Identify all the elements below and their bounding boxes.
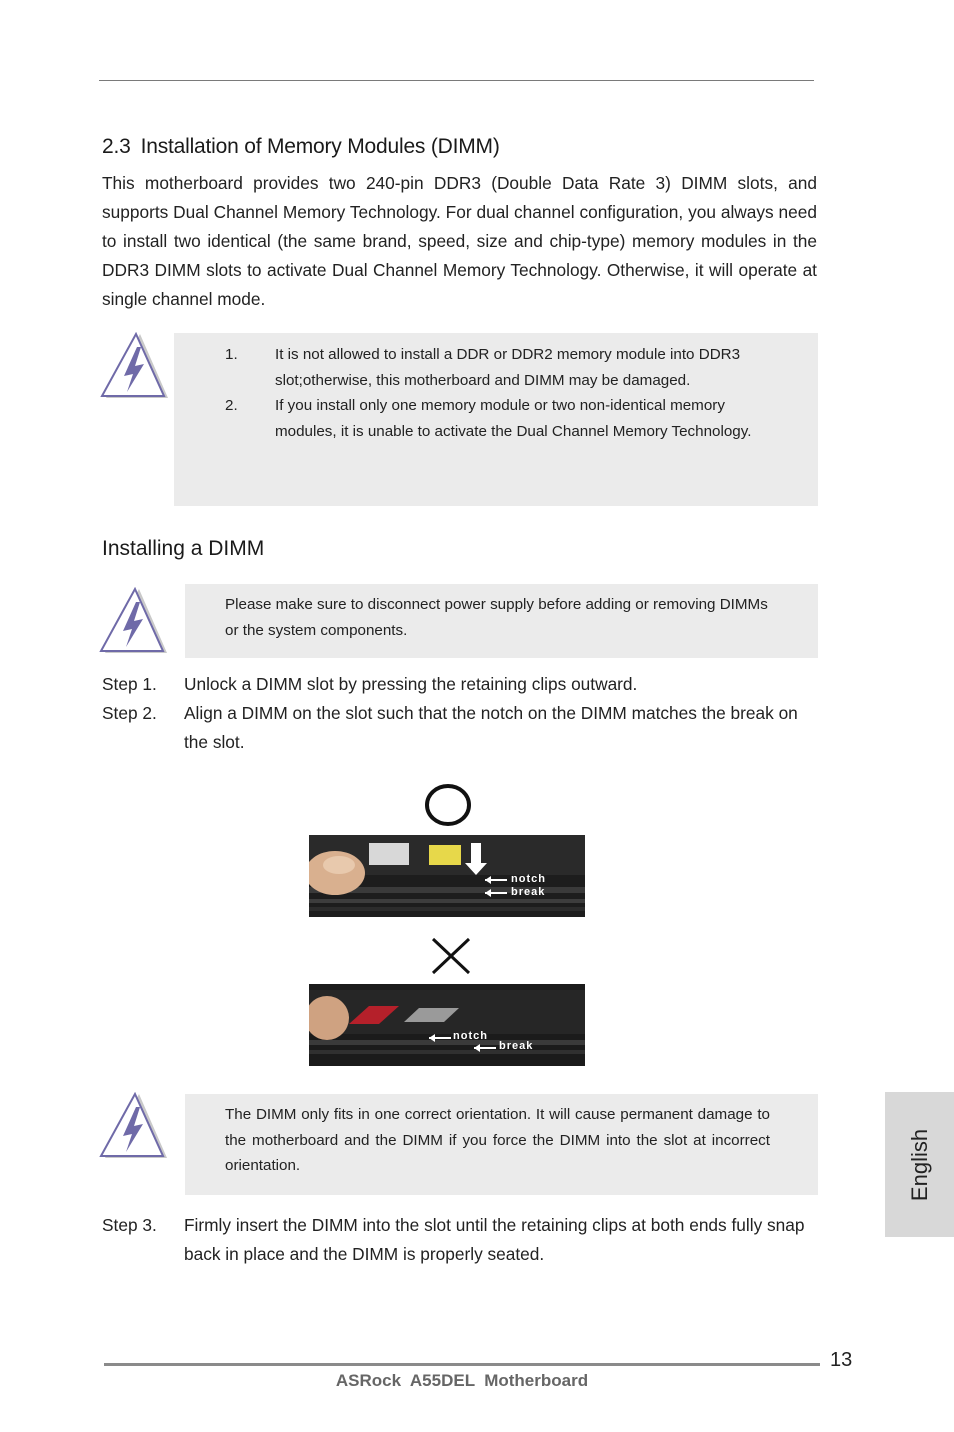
notch-label: notch — [453, 1030, 488, 1042]
step-1 — [102, 670, 817, 699]
power-note-text: Please make sure to disconnect power supply before adding or removing DIMMs or the system components. — [225, 596, 768, 639]
step-text: Unlock a DIMM slot by pressing the retaining clips outward. — [184, 674, 638, 694]
bottom-rule — [104, 1363, 820, 1366]
orientation-note-text: The DIMM only fits in one correct orientation. It will cause permanent damage to the motherboard and the DIMM if you force the DIMM into the slot at incorrect orientation. — [225, 1106, 770, 1174]
intro-paragraph: This motherboard provides two 240-pin DDR3 (Double Data Rate 3) DIMM slots, and supports Dual Channel Memory Technology. For dual channel configuration, you always need to install two identical (the same brand, speed, size and chip-type) memory modules in the DDR3 DIMM slots to activate Dual Channel Memory Technology. Otherwise, it will operate at single channel mode. — [102, 173, 817, 309]
break-label: break — [499, 1040, 534, 1052]
list-item — [225, 393, 755, 444]
top-rule — [99, 80, 814, 81]
dimm-correct-photo — [309, 835, 585, 917]
warning-icon — [99, 1092, 171, 1162]
step-2 — [102, 699, 817, 757]
section-title-text: Installation of Memory Modules (DIMM) — [140, 135, 500, 158]
installing-heading: Installing a DIMM — [102, 537, 265, 560]
footer-title: ASRock A55DEL Motherboard — [335, 1371, 589, 1390]
step-label: Step 3. — [102, 1215, 157, 1235]
list-item-text: It is not allowed to install a DDR or DDR2 memory module into DDR3 slot;otherwise, this motherboard and DIMM may be damaged. — [275, 346, 741, 389]
memory-notes-box — [174, 333, 818, 506]
step-text: Firmly insert the DIMM into the slot until the retaining clips at both ends fully snap back in place and the DIMM is properly seated. — [184, 1215, 805, 1264]
wrong-cross-icon — [429, 936, 473, 976]
section-number: 2.3 — [102, 135, 131, 158]
correct-circle-icon — [424, 782, 472, 828]
warning-icon — [100, 332, 172, 402]
language-tab — [885, 1092, 954, 1237]
section-title — [102, 135, 500, 159]
dimm-wrong-photo — [309, 984, 585, 1066]
notch-label: notch — [511, 873, 546, 885]
page-number: 13 — [830, 1349, 853, 1371]
warning-icon — [99, 587, 171, 657]
list-item-number: 1. — [225, 346, 238, 363]
list-item — [225, 342, 755, 393]
power-note-box — [185, 584, 818, 658]
list-item-number: 2. — [225, 397, 238, 414]
step-label: Step 2. — [102, 703, 157, 723]
step-label: Step 1. — [102, 674, 157, 694]
dimm-wrong-illustration — [309, 984, 585, 1066]
step-text: Align a DIMM on the slot such that the notch on the DIMM matches the break on the slot. — [184, 703, 798, 752]
orientation-note-box — [185, 1094, 818, 1195]
memory-notes-list — [225, 342, 755, 444]
language-tab-label: English — [906, 1128, 932, 1201]
list-item-text: If you install only one memory module or two non-identical memory modules, it is unable to activate the Dual Channel Memory Technology. — [275, 397, 752, 440]
break-label: break — [511, 886, 546, 898]
step-3 — [102, 1211, 817, 1269]
